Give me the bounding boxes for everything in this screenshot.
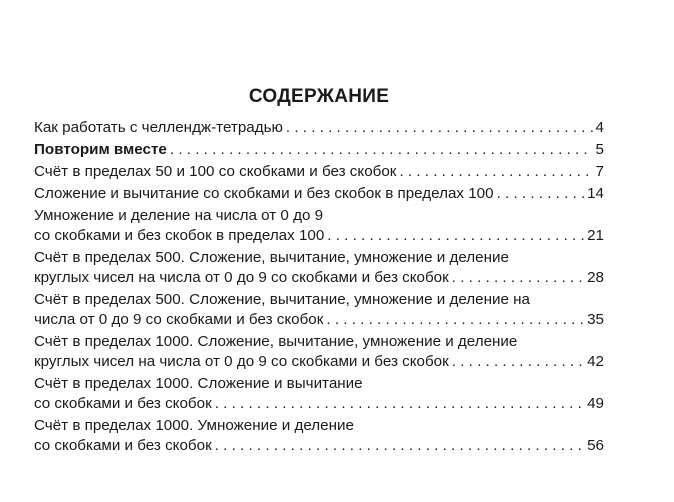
toc-entry-line (34, 436, 604, 456)
toc-entry-line (34, 248, 604, 268)
dot-leader (286, 118, 593, 138)
toc-entry (34, 248, 604, 288)
page-title: СОДЕРЖАНИЕ (248, 86, 390, 107)
toc-entry-title: Счёт в пределах 500. Сложение, вычитание, умножение и деление на (34, 291, 530, 308)
dot-leader (399, 162, 592, 182)
toc-entry-title: Счёт в пределах 1000. Сложение и вычитание (34, 375, 363, 392)
toc-entry (34, 374, 604, 414)
toc-entry-line (34, 226, 604, 246)
toc-entry-line (34, 206, 604, 226)
toc-entry-title: со скобками и без скобок в пределах 100 (34, 227, 325, 244)
toc-entry-line (34, 332, 604, 352)
toc-entry (34, 162, 604, 182)
toc-entry (34, 416, 604, 456)
toc-entry-line (34, 184, 604, 204)
toc-entry (34, 206, 604, 246)
toc-page-number: 5 (595, 141, 604, 158)
toc-page-number: 21 (587, 227, 604, 244)
dot-leader (452, 268, 584, 288)
toc-entry-line (34, 352, 604, 372)
toc-page-number: 49 (587, 395, 604, 412)
toc-entry (34, 140, 604, 160)
toc-page-number: 42 (587, 353, 604, 370)
toc-entry-line (34, 290, 604, 310)
toc-entry-title: Повторим вместе (34, 141, 167, 158)
toc-entry-line (34, 374, 604, 394)
dot-leader (215, 394, 584, 414)
toc-entry-title: Счёт в пределах 50 и 100 со скобками и без скобок (34, 163, 397, 180)
toc-entry (34, 290, 604, 330)
toc-entry-line (34, 416, 604, 436)
toc-entry-title: Сложение и вычитание со скобками и без скобок в пределах 100 (34, 185, 494, 202)
dot-leader (327, 226, 584, 246)
table-of-contents (34, 118, 604, 458)
dot-leader (215, 436, 584, 456)
toc-entry-title: числа от 0 до 9 со скобками и без скобок (34, 311, 324, 328)
toc-entry-line (34, 118, 604, 138)
toc-entry-title: со скобками и без скобок (34, 395, 212, 412)
toc-entry (34, 332, 604, 372)
toc-entry-title: круглых чисел на числа от 0 до 9 со скобками и без скобок (34, 269, 449, 286)
toc-entry-line (34, 140, 604, 160)
toc-entry-line (34, 268, 604, 288)
toc-entry-title: со скобками и без скобок (34, 437, 212, 454)
toc-page-number: 7 (595, 163, 604, 180)
toc-entry-line (34, 394, 604, 414)
toc-entry-title: Счёт в пределах 1000. Сложение, вычитание, умножение и деление (34, 333, 518, 350)
toc-page-number: 14 (587, 185, 604, 202)
toc-entry (34, 184, 604, 204)
toc-entry-title: Умножение и деление на числа от 0 до 9 (34, 207, 324, 224)
toc-page-number: 56 (587, 437, 604, 454)
toc-entry-line (34, 162, 604, 182)
dot-leader (452, 352, 584, 372)
toc-entry-title: круглых чисел на числа от 0 до 9 со скобками и без скобок (34, 353, 449, 370)
dot-leader (326, 310, 584, 330)
toc-entry-title: Счёт в пределах 1000. Умножение и деление (34, 417, 354, 434)
dot-leader (497, 184, 585, 204)
toc-entry-title: Как работать с челлендж-тетрадью (34, 119, 283, 136)
dot-leader (170, 140, 593, 160)
toc-entry-line (34, 310, 604, 330)
toc-page-number: 4 (595, 119, 604, 136)
toc-page-number: 35 (587, 311, 604, 328)
toc-page-number: 28 (587, 269, 604, 286)
toc-entry-title: Счёт в пределах 500. Сложение, вычитание, умножение и деление (34, 249, 509, 266)
toc-entry (34, 118, 604, 138)
